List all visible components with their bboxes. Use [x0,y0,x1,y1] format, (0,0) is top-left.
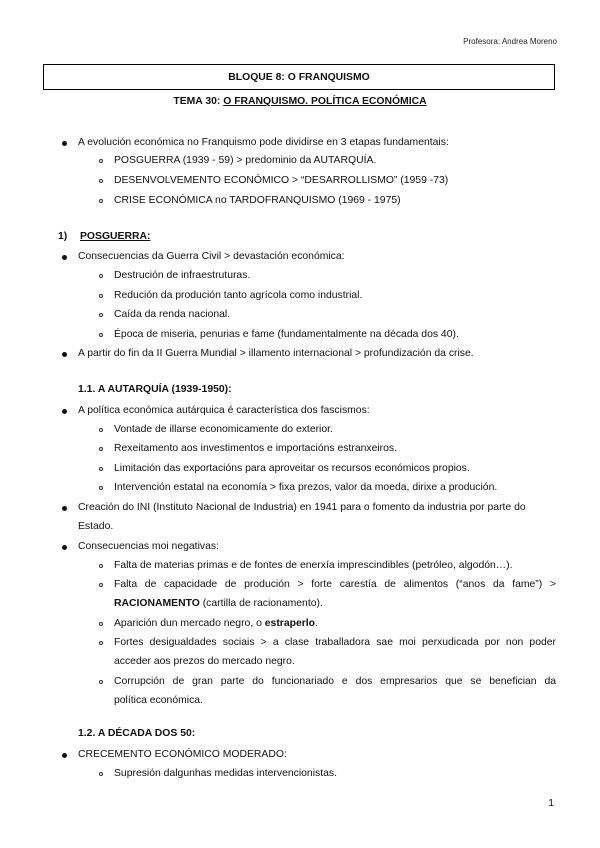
circle-bullet-icon [99,772,103,776]
circle-bullet-icon [99,294,103,298]
circle-bullet-icon [99,622,103,626]
list-item: Rexeitamento aos investimentos e importacións estranxeiros. [114,443,397,454]
circle-bullet-icon [99,467,103,471]
author-header: Profesora: Andrea Moreno [463,37,557,46]
racionamento-rest: (cartilla de racionamento). [199,598,323,609]
list-item [114,617,318,631]
bullet-icon [62,141,67,146]
tema-prefix: TEMA 30: [173,96,224,107]
section-title: POSGUERRA: [80,231,151,242]
list-item: Destrución de infraestruturas. [114,270,251,281]
circle-bullet-icon [99,179,103,183]
estraperlo-text: estraperlo [264,618,316,629]
list-item: CRISE ECONÓMICA no TARDOFRANQUISMO (1969 - 1975) [114,195,401,206]
bloque-title: BLOQUE 8: O FRANQUISMO [228,71,370,83]
circle-bullet-icon [99,159,103,163]
list-item: Caída da renda nacional. [114,309,231,320]
circle-bullet-icon [99,199,103,203]
list-item: Fortes desigualdades sociais > a clase traballadora sae moi perxudicada por non poder [114,637,556,648]
circle-bullet-icon [99,274,103,278]
circle-bullet-icon [99,428,103,432]
list-item: Falta de materias primas e de fontes de enerxía imprescindibles (petróleo, algodón…). [114,560,513,571]
circle-bullet-icon [99,583,103,587]
intro-text: A evolución económica no Franquismo pode dividirse en 3 etapas fundamentais: [78,137,449,148]
circle-bullet-icon [99,486,103,490]
circle-bullet-icon [99,313,103,317]
list-item: Creación do INI (Instituto Nacional de Industria) en 1941 para o fomento da industria por parte do [78,502,526,513]
list-item: Limitación das exportacións para aproveitar os recursos económicos propios. [114,463,470,474]
circle-bullet-icon [99,564,103,568]
list-item: Intervención estatal na economía > fixa prezos, valor da moeda, dirixe a produción. [114,482,498,493]
list-item: Consecuencias da Guerra Civil > devastación económica: [78,251,345,262]
bullet-icon [62,409,67,414]
bullet-icon [62,753,67,758]
bullet-icon [62,352,67,357]
list-item-continuation: política económica. [114,695,203,706]
page-number: 1 [548,798,554,809]
list-item: Consecuencias moi negativas: [78,541,219,552]
circle-bullet-icon [99,333,103,337]
list-item: DESENVOLVEMENTO ECONÓMICO > “DESARROLLISMO” (1959 -73) [114,175,449,186]
list-item: POSGUERRA (1939 - 59) > predominio da AUTARQUÍA. [114,155,377,166]
list-item: Supresión dalgunhas medidas intervencionistas. [114,768,337,779]
section-number: 1) [58,231,68,242]
bullet-icon [62,255,67,260]
list-item: CRECEMENTO ECONÓMICO MODERADO: [78,749,287,760]
circle-bullet-icon [99,447,103,451]
tema-title [0,96,600,107]
bloque-title-box [43,64,555,90]
circle-bullet-icon [99,641,103,645]
section-heading-posguerra [58,231,150,242]
list-item-continuation: acceder aos prezos do mercado negro. [114,656,295,667]
estraperlo-post: . [315,618,318,629]
estraperlo-pre: Aparición dun mercado negro, o [114,618,265,629]
bullet-icon [62,545,67,550]
subsection-heading-decada-50: 1.2. A DÉCADA DOS 50: [78,728,196,739]
circle-bullet-icon [99,680,103,684]
list-item: A partir do fin da II Guerra Mundial > illamento internacional > profundización da crise. [78,348,474,359]
subsection-heading-autarquia: 1.1. A AUTARQUÍA (1939-1950): [78,384,232,395]
list-item: Corrupción de gran parte do funcionariado e dos empresarios que se benefician da [114,676,556,687]
list-item: Redución da produción tanto agrícola como industrial. [114,290,363,301]
bullet-icon [62,506,67,511]
list-item: Vontade de illarse economicamente do exterior. [114,424,333,435]
list-item: Época de miseria, penurias e fame (fundamentalmente na década dos 40). [114,329,459,340]
list-item-continuation: Estado. [78,521,114,532]
list-item: A política económica autárquica é característica dos fascismos: [78,405,370,416]
list-item: Falta de capacidade de produción > forte carestía de alimentos (“anos da fame”) > [114,579,556,590]
tema-name: O FRANQUISMO. POLÍTICA ECONÓMICA [223,96,427,107]
list-item-continuation [114,597,323,611]
racionamento-text: RACIONAMENTO [114,598,200,609]
